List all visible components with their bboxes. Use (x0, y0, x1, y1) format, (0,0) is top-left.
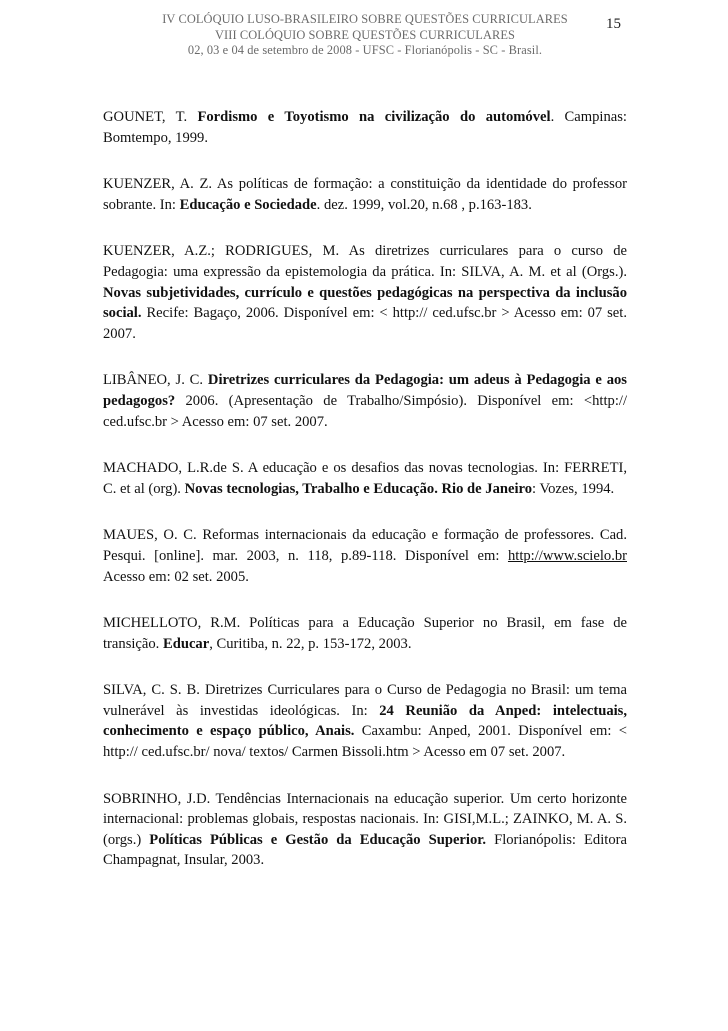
reference-silva (103, 680, 627, 762)
header-line-3: 02, 03 e 04 de setembro de 2008 - UFSC - Florianópolis - SC - Brasil. (187, 43, 543, 57)
ref-text: KUENZER, A.Z.; RODRIGUES, M. As diretrizes curriculares para o curso de Pedagogia: uma expressão da epistemologia da prática. In: SILVA, A. M. et al (Orgs.). (103, 243, 627, 280)
ref-text: MAUES, O. C. Reformas internacionais da educação e formação de professores. Cad. Pesqui. [online]. mar. 2003, n. 118, p.89-118. Disponível em: (103, 527, 627, 564)
reference-sobrinho (103, 789, 627, 871)
ref-title: 24 Reunião da Anped: intelectuais, conhecimento e espaço público, Anais. (103, 702, 627, 740)
ref-text: SILVA, C. S. B. Diretrizes Curriculares para o Curso de Pedagogia no Brasil: um tema vulnerável às investidas ideológicas. In: (103, 682, 627, 719)
ref-text: KUENZER, A. Z. As políticas de formação: a constituição da identidade do professor sobrante. In: (103, 176, 627, 213)
ref-text: . dez. 1999, vol.20, n.68 , p.163-183. (316, 196, 532, 213)
reference-gounet (103, 107, 627, 148)
reference-machado (103, 458, 627, 499)
ref-text: , Curitiba, n. 22, p. 153-172, 2003. (209, 635, 412, 652)
ref-text: Recife: Bagaço, 2006. Disponível em: < http:// ced.ufsc.br > Acesso em: 07 set. 2007. (103, 305, 627, 342)
header-line-2: VIII COLÓQUIO SOBRE QUESTÕES CURRICULARES (214, 27, 516, 42)
ref-text: Florianópolis: Editora Champagnat, Insular, 2003. (103, 831, 627, 869)
ref-title: Novas subjetividades, currículo e questões pedagógicas na perspectiva da inclusão social. (103, 284, 627, 322)
header-line-1: IV COLÓQUIO LUSO-BRASILEIRO SOBRE QUESTÕES CURRICULARES (162, 12, 568, 26)
reference-maues (103, 525, 627, 587)
reference-kuenzer-1999 (103, 174, 627, 215)
ref-title: Políticas Públicas e Gestão da Educação Superior. (149, 831, 487, 848)
reference-kuenzer-rodrigues (103, 241, 627, 344)
page-header (150, 12, 580, 59)
reference-libaneo (103, 370, 627, 432)
ref-text: MICHELLOTO, R.M. Políticas para a Educação Superior no Brasil, em fase de transição. (103, 615, 627, 652)
ref-title: Educação e Sociedade (179, 196, 317, 213)
ref-text: GOUNET, T. (103, 109, 198, 125)
ref-title: Novas tecnologias, Trabalho e Educação. Rio de Janeiro (184, 480, 533, 497)
ref-title: Diretrizes curriculares da Pedagogia: um adeus à Pedagogia e aos pedagogos? (103, 372, 627, 409)
ref-text: Caxambu: Anped, 2001. Disponível em: < http:// ced.ufsc.br/ nova/ textos/ Carmen Bissoli.htm > Acesso em 07 set. 2007. (103, 723, 628, 761)
ref-title: Educar (162, 635, 210, 652)
reference-michelloto (103, 613, 627, 654)
ref-text: LIBÂNEO, J. C. (103, 372, 208, 389)
ref-text: 2006. (Apresentação de Trabalho/Simpósio). Disponível em: <http:// ced.ufsc.br > Acesso em: 07 set. 2007. (103, 392, 627, 430)
ref-text: Acesso em: 02 set. 2005. (103, 568, 249, 585)
reference-list (103, 107, 627, 897)
ref-link[interactable]: http://www.scielo.br (507, 547, 627, 564)
ref-text: MACHADO, L.R.de S. A educação e os desafios das novas tecnologias. In: FERRETI, C. et al (org). (103, 460, 627, 497)
ref-title: Fordismo e Toyotismo na civilização do automóvel (197, 109, 551, 125)
ref-text: SOBRINHO, J.D. Tendências Internacionais na educação superior. Um certo horizonte internacional: problemas globais, respostas nacionais. In: GISI,M.L.; ZAINKO, M. A. S. (orgs.) (103, 790, 627, 848)
ref-text: . Campinas: Bomtempo, 1999. (103, 109, 627, 146)
page-number: 15 (606, 16, 621, 32)
ref-text: : Vozes, 1994. (532, 480, 615, 497)
